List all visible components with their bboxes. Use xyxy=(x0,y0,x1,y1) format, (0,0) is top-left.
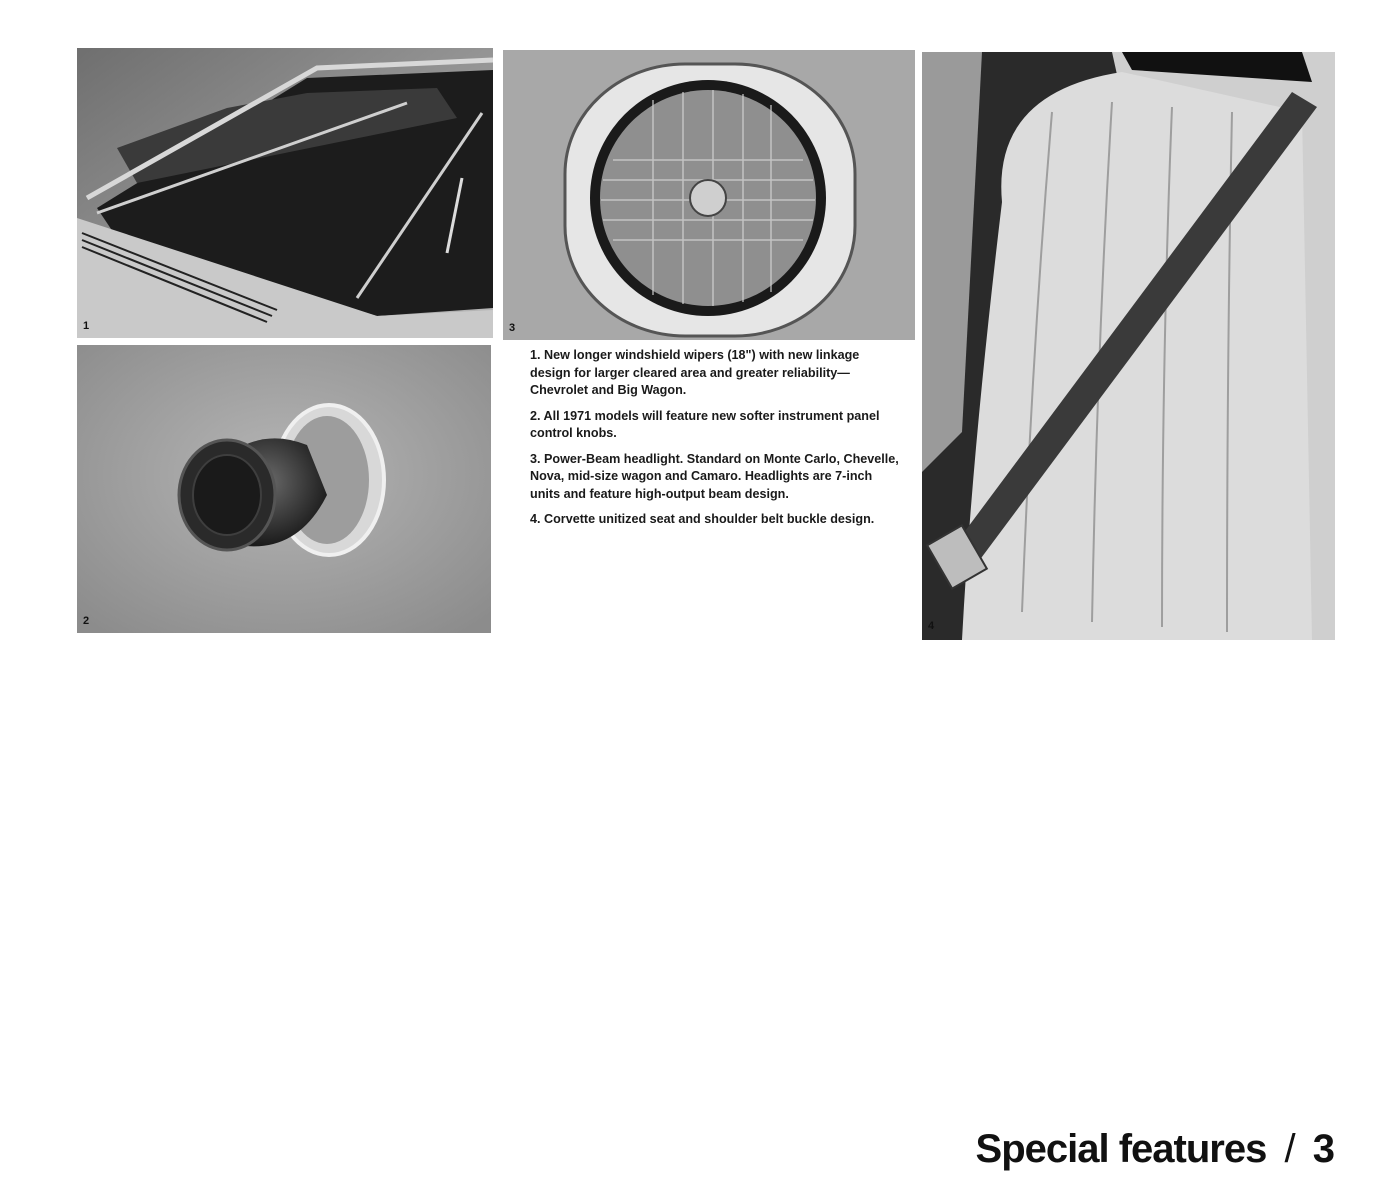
windshield-wiper-photo xyxy=(77,48,493,338)
captions-block xyxy=(530,347,900,537)
photo-number: 3 xyxy=(509,322,516,334)
caption-2: 2. All 1971 models will feature new softer instrument panel control knobs. xyxy=(530,408,880,440)
caption-1: 1. New longer windshield wipers (18") with new linkage design for larger cleared area and greater reliability—Chevrolet and Big Wagon. xyxy=(530,348,860,397)
photo-number: 4 xyxy=(928,620,935,632)
photo-number: 2 xyxy=(83,615,90,627)
caption-3: 3. Power-Beam headlight. Standard on Monte Carlo, Chevelle, Nova, mid-size wagon and Camaro. Headlights are 7-inch units and feature high-output beam design. xyxy=(530,451,899,501)
section-title: Special features xyxy=(975,1127,1267,1171)
headlight-photo xyxy=(503,50,915,340)
page-footer xyxy=(976,1127,1334,1172)
photo-number: 1 xyxy=(83,320,90,332)
page-number: 3 xyxy=(1312,1127,1334,1171)
control-knob-photo xyxy=(77,345,491,633)
caption-4: 4. Corvette unitized seat and shoulder belt buckle design. xyxy=(530,512,875,526)
corvette-seat-photo xyxy=(922,52,1335,640)
footer-separator: / xyxy=(1284,1127,1295,1171)
